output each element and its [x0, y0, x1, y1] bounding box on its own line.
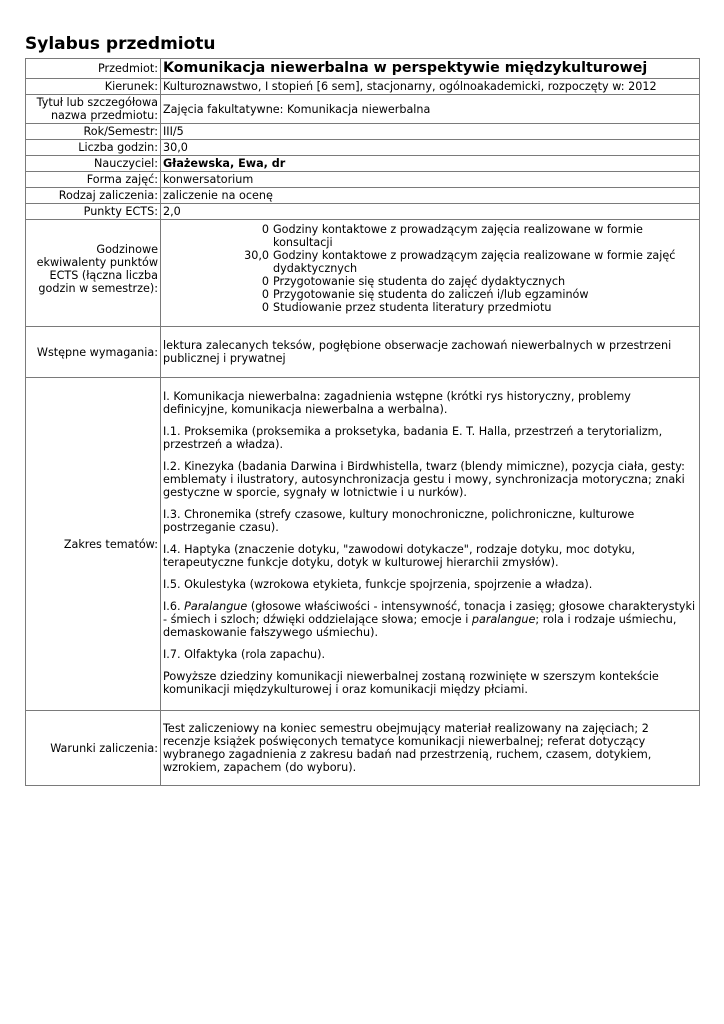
label-kierunek: Kierunek:	[26, 79, 161, 95]
hours-text: Studiowanie przez studenta literatury przedmiotu	[273, 301, 552, 314]
value-godziny: 30,0	[161, 140, 700, 156]
label-zaliczenie: Rodzaj zaliczenia:	[26, 188, 161, 204]
value-wymagania: lektura zalecanych teksów, pogłębione obserwacje zachowań niewerbalnych w przestrzeni publicznej i prywatnej	[161, 327, 700, 378]
value-godzinowe	[161, 220, 700, 327]
row-tytul	[26, 95, 700, 124]
label-nauczyciel: Nauczyciel:	[26, 156, 161, 172]
row-godzinowe	[26, 220, 700, 327]
hours-value: 0	[261, 288, 269, 301]
label-rok: Rok/Semestr:	[26, 124, 161, 140]
topic-text: I.6.	[163, 600, 185, 613]
topic-term: Paralangue	[184, 600, 248, 613]
row-zakres	[26, 378, 700, 711]
value-kierunek: Kulturoznawstwo, I stopień [6 sem], stacjonarny, ogólnoakademicki, rozpoczęty w: 2012	[161, 79, 700, 95]
topic-paragraph: I.1. Proksemika (proksemika a proksetyka, badania E. T. Halla, przestrzeń a terytorializm, przestrzeń a władza).	[163, 425, 663, 451]
row-warunki	[26, 711, 700, 786]
value-tytul: Zajęcia fakultatywne: Komunikacja niewerbalna	[161, 95, 700, 124]
topic-paragraph: I.7. Olfaktyka (rola zapachu).	[163, 648, 325, 661]
label-godziny: Liczba godzin:	[26, 140, 161, 156]
hours-text: Godziny kontaktowe z prowadzącym zajęcia realizowane w formie konsultacji	[273, 223, 643, 249]
hours-text: Przygotowanie się studenta do zajęć dydaktycznych	[273, 275, 566, 288]
row-zaliczenie	[26, 188, 700, 204]
topic-paragraph	[163, 600, 697, 639]
label-tytul: Tytuł lub szczegółowa nazwa przedmiotu:	[26, 95, 161, 124]
label-forma: Forma zajęć:	[26, 172, 161, 188]
row-kierunek	[26, 79, 700, 95]
topic-paragraph: I.5. Okulestyka (wzrokowa etykieta, funkcje spojrzenia, spojrzenie a władza).	[163, 578, 593, 591]
row-godziny	[26, 140, 700, 156]
hours-value: 30,0	[244, 249, 269, 262]
value-nauczyciel: Głażewska, Ewa, dr	[161, 156, 700, 172]
course-title: Komunikacja niewerbalna w perspektywie międzykulturowej	[161, 59, 700, 79]
label-warunki: Warunki zaliczenia:	[26, 711, 161, 786]
row-ects	[26, 204, 700, 220]
hours-value: 0	[261, 301, 269, 314]
topic-text: ; rola i rodzaje uśmiechu, demaskowanie fałszywego uśmiechu).	[163, 613, 677, 639]
topic-paragraph: I. Komunikacja niewerbalna: zagadnienia wstępne (krótki rys historyczny, problemy definicyjne, komunikacja niewerbalna a werbalna).	[163, 390, 631, 416]
value-rok: III/5	[161, 124, 700, 140]
row-forma	[26, 172, 700, 188]
topic-term: paralangue	[471, 613, 536, 626]
value-zakres	[161, 378, 700, 711]
row-rok	[26, 124, 700, 140]
label-godzinowe: Godzinowe ekwiwalenty punktów ECTS (łączna liczba godzin w semestrze):	[26, 220, 161, 327]
row-przedmiot	[26, 59, 700, 79]
label-wymagania: Wstępne wymagania:	[26, 327, 161, 378]
topic-paragraph: Powyższe dziedziny komunikacji niewerbalnej zostaną rozwinięte w szerszym kontekście komunikacji międzykulturowej i oraz komunikacji między płciami.	[163, 670, 659, 696]
page-title: Sylabus przedmiotu	[25, 34, 216, 54]
topic-paragraph: I.2. Kinezyka (badania Darwina i Birdwhistella, twarz (blendy mimiczne), pozycja ciała, gesty: emblematy i ilustratory, autosynchronizacja gestu i mowy, synchronizacja motoryczna; znaki gestyczne w sporcie, sygnały w lotnictwie i u nurków).	[163, 460, 685, 499]
value-forma: konwersatorium	[161, 172, 700, 188]
hours-text: Przygotowanie się studenta do zaliczeń i/lub egzaminów	[273, 288, 589, 301]
hours-value: 0	[261, 275, 269, 288]
topic-text: (głosowe właściwości - intensywność, tonacja i zasięg; głosowe charakterystyki - śmiech i szloch; dźwięki oddzielające słowa; emocje i	[163, 600, 696, 626]
hours-value: 0	[261, 223, 269, 236]
value-zaliczenie: zaliczenie na ocenę	[161, 188, 700, 204]
value-ects: 2,0	[161, 204, 700, 220]
label-zakres: Zakres tematów:	[26, 378, 161, 711]
row-wymagania	[26, 327, 700, 378]
hours-text: Godziny kontaktowe z prowadzącym zajęcia realizowane w formie zajęć dydaktycznych	[273, 249, 676, 275]
topic-paragraph: I.4. Haptyka (znaczenie dotyku, "zawodowi dotykacze", rodzaje dotyku, moc dotyku, terapeutyczne funkcje dotyku, dotyk w kulturowej hierarchii zmysłów).	[163, 543, 636, 569]
syllabus-table	[25, 58, 700, 786]
label-przedmiot: Przedmiot:	[26, 59, 161, 79]
label-ects: Punkty ECTS:	[26, 204, 161, 220]
topic-paragraph: I.3. Chronemika (strefy czasowe, kultury monochroniczne, polichroniczne, kulturowe postrzeganie czasu).	[163, 508, 635, 534]
row-nauczyciel	[26, 156, 700, 172]
hours-list	[163, 223, 697, 314]
value-warunki: Test zaliczeniowy na koniec semestru obejmujący materiał realizowany na zajęciach; 2 recenzje książek poświęconych tematyce komunikacji niewerbalnej; referat dotyczący wybranego zagadnienia z zakresu badań nad przestrzenią, ruchem, czasem, dotykiem, wzrokiem, zapachem (do wyboru).	[161, 711, 700, 786]
